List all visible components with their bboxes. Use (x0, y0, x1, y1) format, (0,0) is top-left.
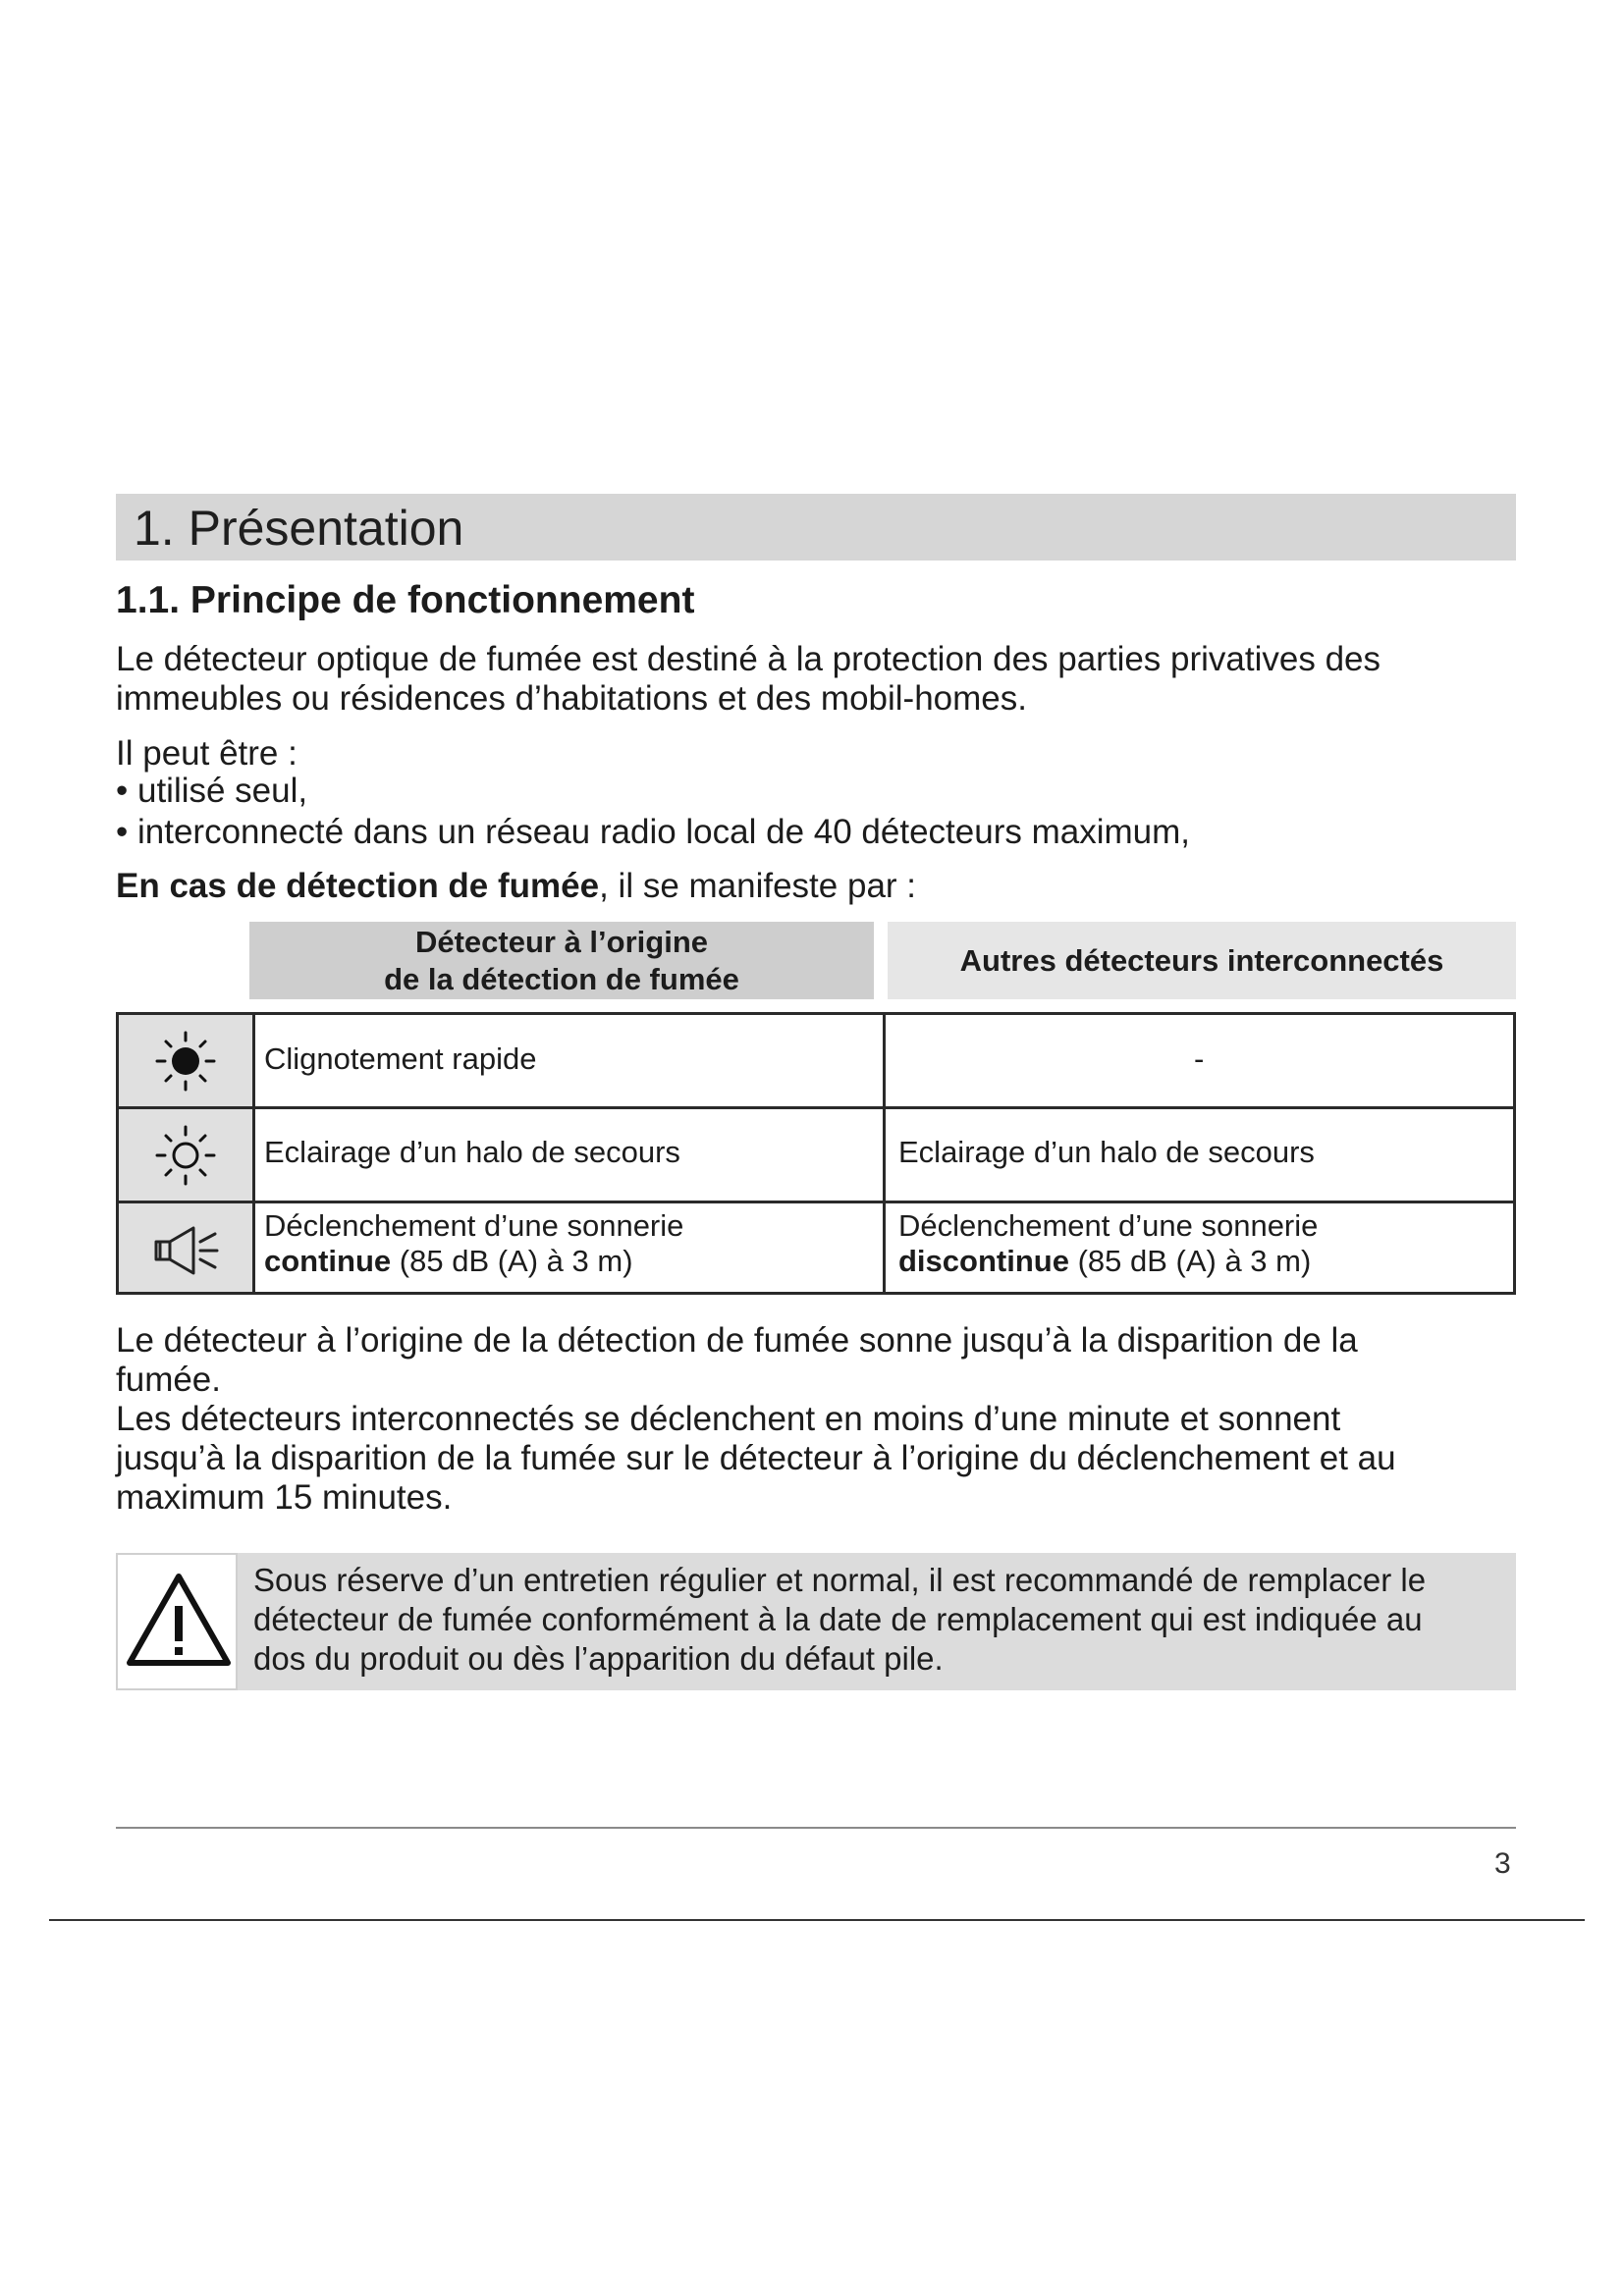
intro-line: immeubles ou résidences d’habitations et des mobil-homes. (116, 679, 1027, 718)
signals-table (116, 1012, 1516, 1295)
section-title-banner (116, 494, 1516, 561)
cell-origin-siren-rest: (85 dB (A) à 3 m) (391, 1244, 633, 1278)
cell-origin-siren-line: Déclenchement d’une sonnerie (264, 1208, 684, 1243)
cell-origin-siren (264, 1208, 873, 1279)
column-header-others: Autres détecteurs interconnectés (888, 922, 1516, 999)
column-header-origin-line: de la détection de fumée (384, 961, 739, 996)
warning-box (116, 1553, 1516, 1690)
cell-others-siren-bold: discontinue (898, 1244, 1069, 1278)
column-header-origin-line: Détecteur à l’origine (414, 924, 708, 959)
detection-lead-rest: , il se manifeste par : (599, 867, 917, 905)
footer-rule (116, 1827, 1516, 1829)
cell-others-siren-rest: (85 dB (A) à 3 m) (1068, 1244, 1312, 1278)
paragraph-line: fumée. (116, 1361, 221, 1399)
origin-behaviour-paragraph (116, 1321, 1530, 1400)
usage-bullet: • interconnecté dans un réseau radio local de 40 détecteurs maximum, (116, 813, 1190, 851)
section-title: 1. Présentation (134, 501, 464, 556)
siren-horn-icon (148, 1216, 223, 1285)
halo-light-icon (148, 1121, 223, 1190)
cell-origin-flashing: Clignotement rapide (264, 1041, 537, 1076)
warning-icon-cell (116, 1553, 238, 1690)
warning-text (253, 1561, 1624, 1679)
cell-origin-siren-bold: continue (264, 1244, 392, 1278)
cell-others-siren-line: Déclenchement d’une sonnerie (898, 1208, 1319, 1243)
row-divider (119, 1106, 1513, 1109)
row-divider (119, 1201, 1513, 1203)
paragraph-line: jusqu’à la disparition de la fumée sur le détecteur à l’origine du déclenchement et au (116, 1439, 1396, 1477)
warning-triangle-icon (118, 1555, 240, 1692)
usage-lead: Il peut être : (116, 734, 298, 773)
paragraph-line: Le détecteur à l’origine de la détection de fumée sonne jusqu’à la disparition de la (116, 1321, 1358, 1360)
usage-bullet: • utilisé seul, (116, 772, 308, 810)
cell-others-siren (898, 1208, 1507, 1279)
detection-lead-bold: En cas de détection de fumée (116, 867, 600, 905)
column-divider (883, 1015, 886, 1292)
cell-origin-halo: Eclairage d’un halo de secours (264, 1135, 680, 1169)
cell-others-flashing: - (1194, 1041, 1205, 1076)
intro-line: Le détecteur optique de fumée est destiné à la protection des parties privatives des (116, 640, 1381, 678)
subsection-title: 1.1. Principe de fonctionnement (116, 579, 695, 621)
page-number: 3 (1494, 1847, 1511, 1880)
paragraph-line: maximum 15 minutes. (116, 1478, 453, 1517)
warning-line: détecteur de fumée conformément à la date de remplacement qui est indiquée au (253, 1601, 1423, 1637)
intro-paragraph (116, 640, 1530, 719)
warning-line: dos du produit ou dès l’apparition du défaut pile. (253, 1640, 944, 1677)
cell-others-halo: Eclairage d’un halo de secours (898, 1135, 1315, 1169)
warning-line: Sous réserve d’un entretien régulier et normal, il est recommandé de remplacer le (253, 1562, 1427, 1598)
flashing-light-icon (148, 1027, 223, 1095)
interconnected-behaviour-paragraph (116, 1400, 1530, 1518)
column-header-origin (249, 922, 874, 999)
detection-lead (116, 867, 1530, 906)
paragraph-line: Les détecteurs interconnectés se déclenchent en moins d’une minute et sonnent (116, 1400, 1341, 1438)
page-bottom-rule (49, 1919, 1585, 1921)
